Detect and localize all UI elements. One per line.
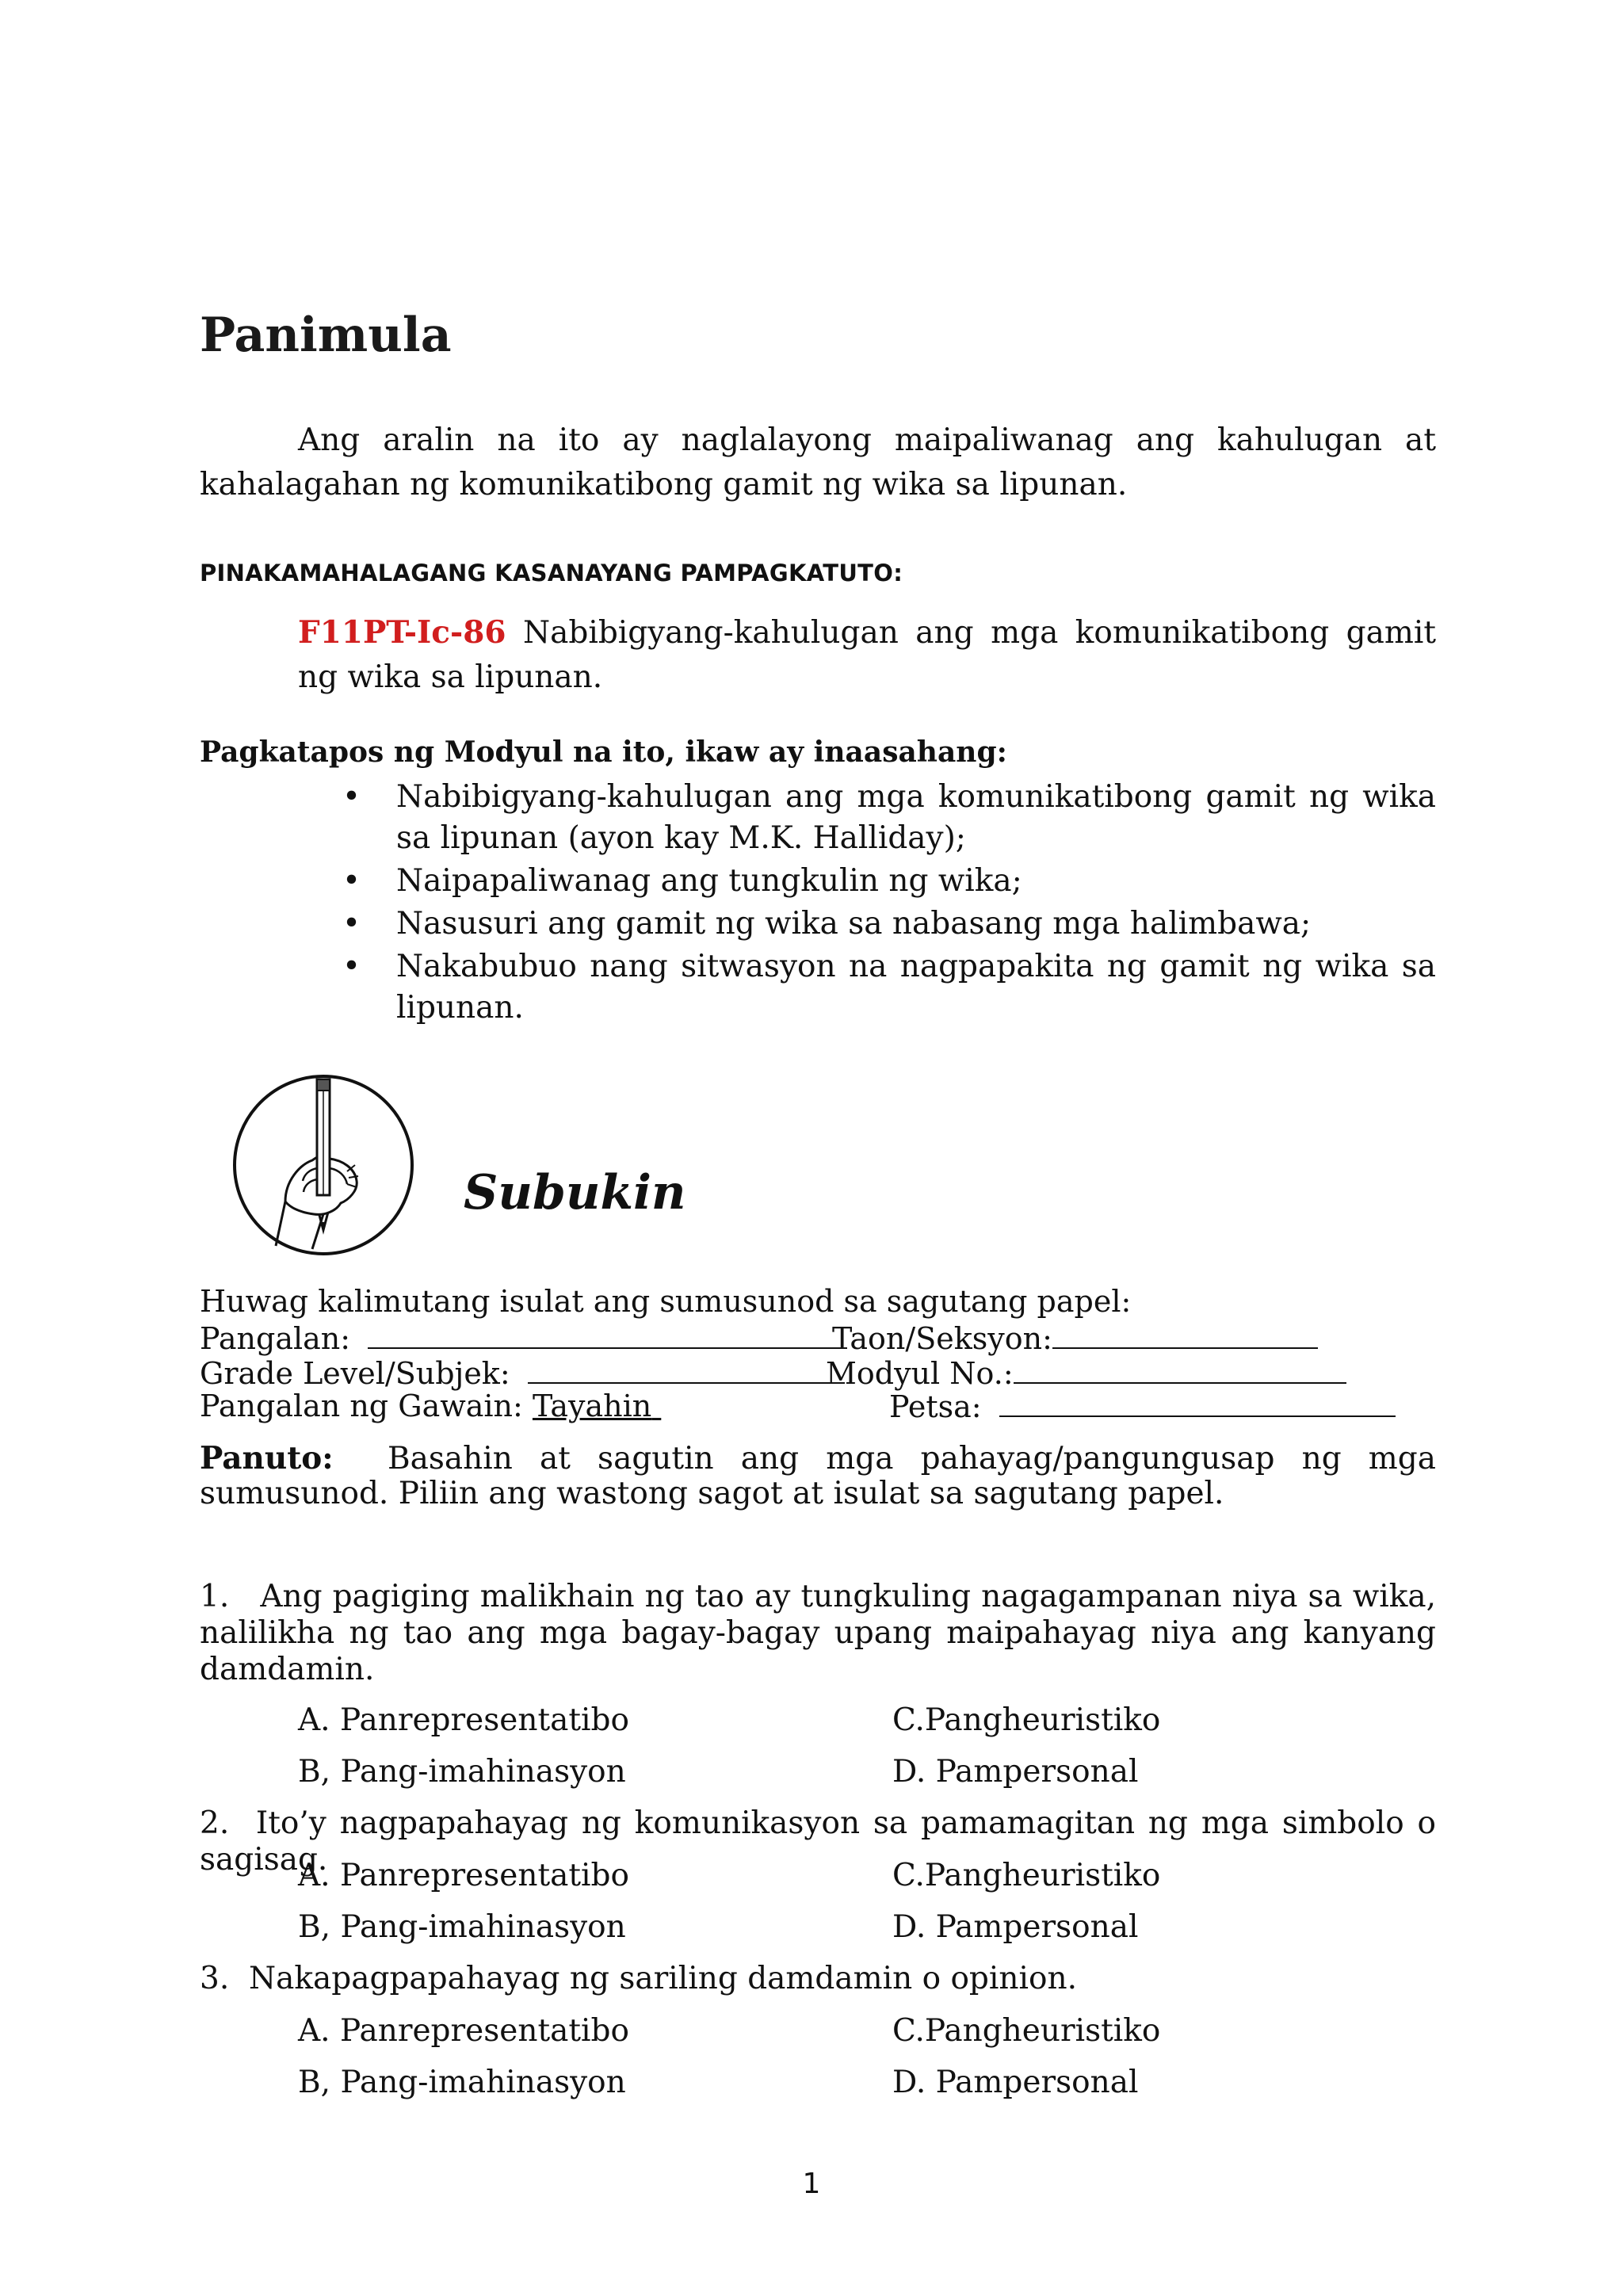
activity-value: Tayahin xyxy=(532,1389,652,1423)
question-number: 2. xyxy=(200,1805,230,1841)
intro-paragraph: Ang aralin na ito ay naglalayong maipaliwanag ang kahulugan at kahalagahan ng komunikatibong gamit ng wika sa lipunan. xyxy=(200,422,1436,502)
competency-heading: PINAKAMAHALAGANG KASANAYANG PAMPAGKATUTO: xyxy=(200,560,903,586)
option-a: A. Panrepresentatibo xyxy=(298,1702,629,1738)
form-row-grade xyxy=(200,1355,1436,1391)
panuto-label: Panuto: xyxy=(200,1440,334,1477)
name-blank[interactable] xyxy=(368,1320,847,1349)
form-instruction: Huwag kalimutang isulat ang sumusunod sa sagutang papel: xyxy=(200,1284,1132,1319)
module-blank[interactable] xyxy=(1014,1355,1346,1384)
grade-blank[interactable] xyxy=(528,1355,845,1384)
bullet-icon: • xyxy=(342,779,361,815)
question-number: 3. xyxy=(200,1961,230,1996)
date-label: Petsa: xyxy=(889,1389,982,1424)
option-b: B, Pang-imahinasyon xyxy=(298,2065,626,2100)
option-c: C.Pangheuristiko xyxy=(892,2013,1161,2049)
bullet-icon: • xyxy=(342,949,361,984)
option-d: D. Pampersonal xyxy=(892,2065,1139,2100)
bullet-icon: • xyxy=(342,906,361,942)
grade-label: Grade Level/Subjek: xyxy=(200,1356,510,1391)
objectives-heading: Pagkatapos ng Modyul na ito, ikaw ay inaasahang: xyxy=(200,735,1007,769)
question-1 xyxy=(200,1579,1436,1688)
list-item: • Nakabubuo nang sitwasyon na nagpapakita ng gamit ng wika sa lipunan. xyxy=(298,946,1436,1029)
question-3 xyxy=(200,1961,1436,1997)
option-b: B, Pang-imahinasyon xyxy=(298,1909,626,1945)
hand-holding-pencil-icon xyxy=(230,1062,423,1262)
panuto-paragraph xyxy=(200,1441,1436,1511)
date-blank[interactable] xyxy=(999,1389,1396,1417)
option-b: B, Pang-imahinasyon xyxy=(298,1754,626,1790)
name-label: Pangalan: xyxy=(200,1321,351,1356)
option-a: A. Panrepresentatibo xyxy=(298,1858,629,1893)
year-blank[interactable] xyxy=(1052,1320,1318,1349)
panuto-text: Basahin at sagutin ang mga pahayag/pangungusap ng mga sumusunod. Piliin ang wastong sagot at isulat sa sagutang papel. xyxy=(200,1441,1436,1511)
objectives-list xyxy=(298,777,1436,1030)
section-title: Subukin xyxy=(464,1165,686,1221)
page-title: Panimula xyxy=(200,308,452,363)
question-text: Ito’y nagpapahayag ng komunikasyon sa pamamagitan ng mga simbolo o sagisag. xyxy=(200,1805,1436,1878)
form-row-activity xyxy=(200,1389,1436,1423)
activity-label: Pangalan ng Gawain: xyxy=(200,1389,523,1423)
bullet-icon: • xyxy=(342,863,361,899)
list-item: • Nabibigyang-kahulugan ang mga komunikatibong gamit ng wika sa lipunan (ayon kay M.K. Halliday); xyxy=(298,777,1436,859)
option-a: A. Panrepresentatibo xyxy=(298,2013,629,2049)
form-row-name xyxy=(200,1320,1436,1356)
competency-statement xyxy=(298,610,1436,700)
question-text: Nakapagpapahayag ng sariling damdamin o opinion. xyxy=(249,1961,1077,1996)
year-label: Taon/Seksyon: xyxy=(832,1321,1052,1356)
option-c: C.Pangheuristiko xyxy=(892,1702,1161,1738)
module-label: Modyul No.: xyxy=(826,1356,1014,1391)
option-d: D. Pampersonal xyxy=(892,1909,1139,1945)
page-number: 1 xyxy=(802,2168,821,2200)
option-c: C.Pangheuristiko xyxy=(892,1858,1161,1893)
question-text: Ang pagiging malikhain ng tao ay tungkuling nagagampanan niya sa wika, nalilikha ng tao ang mga bagay-bagay upang maipahayag niya ang kanyang damdamin. xyxy=(200,1579,1436,1687)
competency-text: Nabibigyang-kahulugan ang mga komunikatibong gamit ng wika sa lipunan. xyxy=(298,615,1436,695)
list-item: • Naipapaliwanag ang tungkulin ng wika; xyxy=(298,861,1436,902)
question-number: 1. xyxy=(200,1579,230,1614)
option-d: D. Pampersonal xyxy=(892,1754,1139,1790)
competency-code: F11PT-Ic-86 xyxy=(298,614,506,651)
list-item: • Nasusuri ang gamit ng wika sa nabasang mga halimbawa; xyxy=(298,904,1436,945)
